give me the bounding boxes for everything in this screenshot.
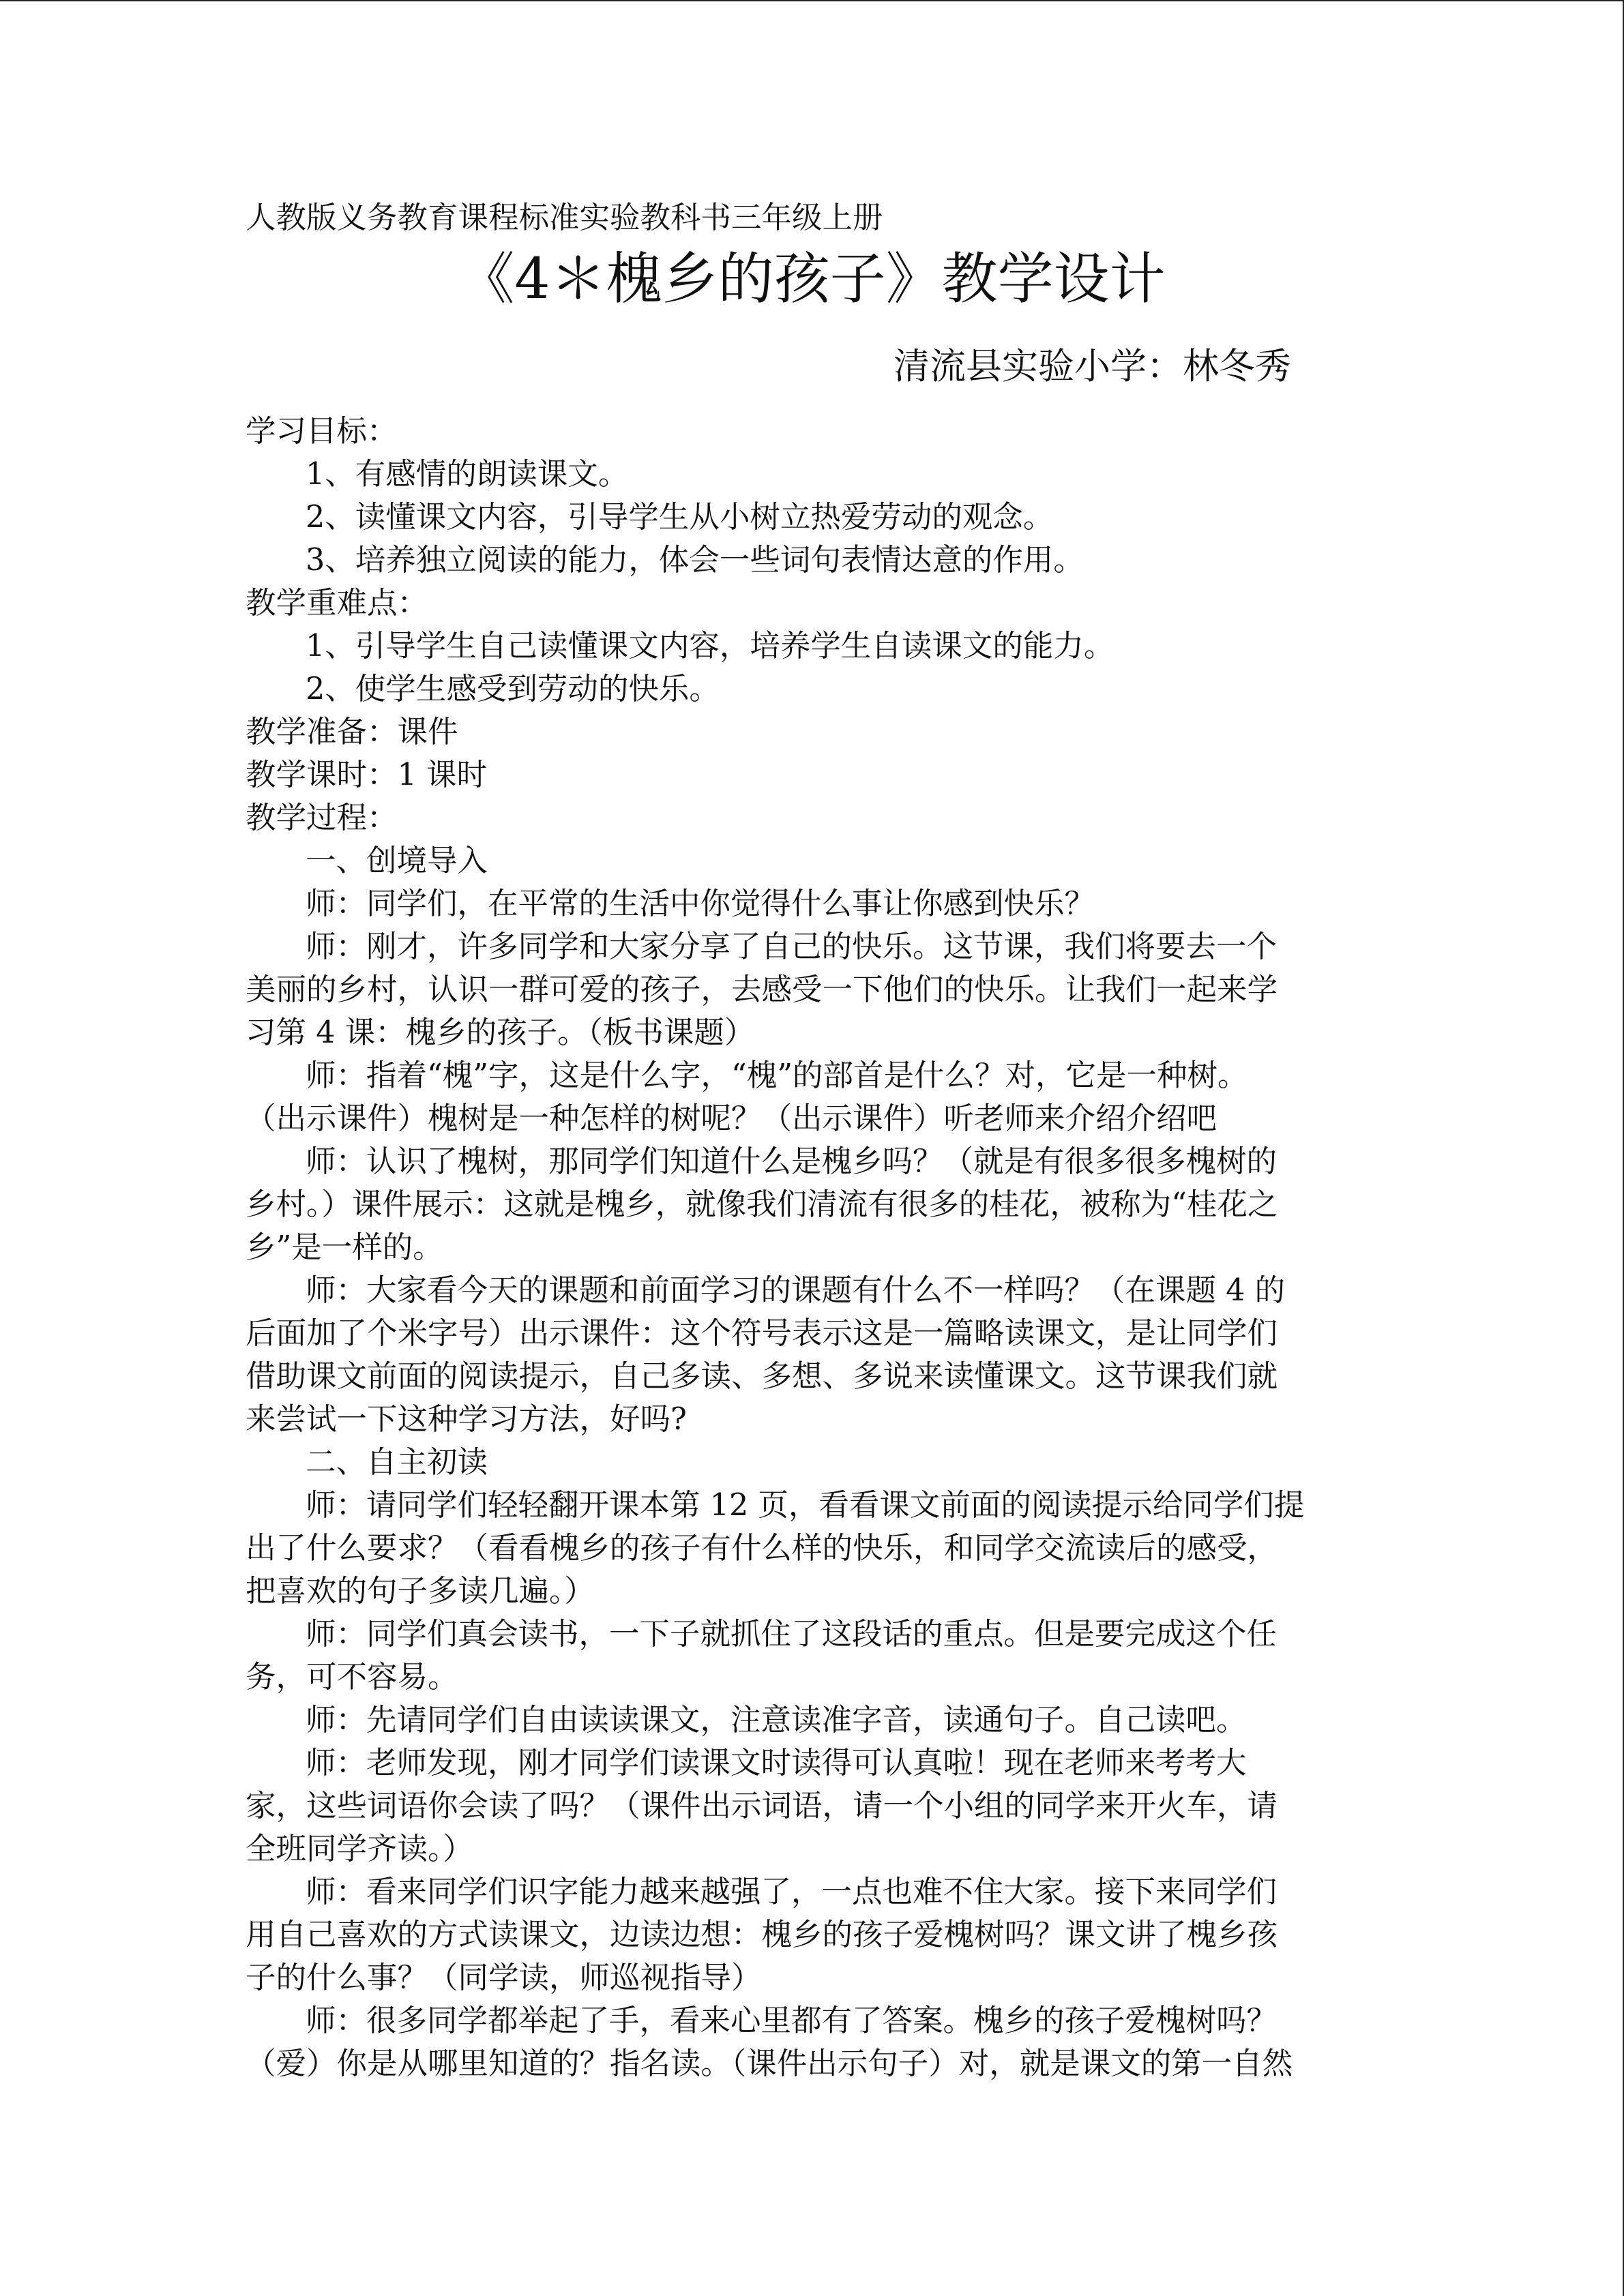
paragraph-line: 师：请同学们轻轻翻开课本第 12 页，看看课文前面的阅读提示给同学们提 [306, 1488, 1305, 1523]
paragraph-line: 师：大家看今天的课题和前面学习的课题有什么不一样吗？（在课题 4 的 [306, 1273, 1286, 1308]
goal-item: 3、培养独立阅读的能力，体会一些词句表情达意的作用。 [306, 543, 1084, 578]
paragraph-line: 出了什么要求？（看看槐乡的孩子有什么样的快乐，和同学交流读后的感受， [246, 1531, 1278, 1566]
key-point-item: 1、引导学生自己读懂课文内容，培养学生自读课文的能力。 [306, 629, 1114, 664]
paragraph-line: 乡村。）课件展示：这就是槐乡，就像我们清流有很多的桂花，被称为“桂花之 [246, 1187, 1278, 1222]
section-heading-key-points: 教学重难点： [246, 586, 428, 621]
paragraph-line: 师：认识了槐树，那同学们知道什么是槐乡吗？（就是有很多很多槐树的 [306, 1144, 1278, 1179]
paragraph-line: 师：看来同学们识字能力越来越强了，一点也难不住大家。接下来同学们 [306, 1875, 1278, 1909]
paragraph-line: 师：同学们，在平常的生活中你觉得什么事让你感到快乐？ [306, 886, 1095, 921]
goal-item: 1、有感情的朗读课文。 [306, 457, 629, 492]
paragraph-line: 子的什么事？（同学读，师巡视指导） [246, 1960, 762, 1995]
paragraph-line: 乡”是一样的。 [246, 1230, 443, 1265]
paragraph-line: 师：很多同学都举起了手，看来心里都有了答案。槐乡的孩子爱槐树吗？ [306, 2003, 1278, 2038]
author-line: 清流县实验小学：林冬秀 [894, 346, 1291, 387]
paragraph-line: 务，可不容易。 [246, 1660, 458, 1695]
paragraph-line: 借助课文前面的阅读提示，自己多读、多想、多说来读懂课文。这节课我们就 [246, 1359, 1278, 1394]
key-point-item: 2、使学生感受到劳动的快乐。 [306, 672, 720, 706]
paragraph-line: （爱）你是从哪里知道的？指名读。（课件出示句子）对，就是课文的第一自然 [246, 2046, 1293, 2081]
goal-item: 2、读懂课文内容，引导学生从小树立热爱劳动的观念。 [306, 500, 1054, 535]
paragraph-line: 习第 4 课：槐乡的孩子。（板书课题） [246, 1015, 755, 1050]
paragraph-line: 家，这些词语你会读了吗？（课件出示词语，请一个小组的同学来开火车，请 [246, 1789, 1278, 1823]
paragraph-line: 全班同学齐读。） [246, 1832, 473, 1866]
step-heading-intro: 一、创境导入 [306, 844, 488, 878]
paragraph-line: 把喜欢的句子多读几遍。） [246, 1574, 595, 1609]
section-heading-process: 教学过程： [246, 801, 398, 835]
paragraph-line: 用自己喜欢的方式读课文，边读边想：槐乡的孩子爱槐树吗？课文讲了槐乡孩 [246, 1918, 1278, 1952]
paragraph-line: 师：先请同学们自由读读课文，注意读准字音，读通句子。自己读吧。 [306, 1703, 1247, 1738]
paragraph-line: 师：刚才，许多同学和大家分享了自己的快乐。这节课，我们将要去一个 [306, 929, 1278, 964]
teaching-preparation: 教学准备：课件 [246, 715, 458, 749]
series-heading: 人教版义务教育课程标准实验教科书三年级上册 [246, 200, 883, 235]
document-title: 《4＊槐乡的孩子》教学设计 [458, 247, 1166, 312]
step-heading-self-reading: 二、自主初读 [306, 1445, 488, 1480]
paragraph-line: 师：老师发现，刚才同学们读课文时读得可认真啦！现在老师来考考大 [306, 1746, 1247, 1780]
paragraph-line: 后面加了个米字号）出示课件：这个符号表示这是一篇略读课文，是让同学们 [246, 1316, 1278, 1351]
teaching-hours: 教学课时：1 课时 [246, 758, 487, 792]
paragraph-line: 来尝试一下这种学习方法，好吗? [246, 1402, 687, 1437]
section-heading-goals: 学习目标： [246, 414, 398, 449]
paragraph-line: 师：同学们真会读书，一下子就抓住了这段话的重点。但是要完成这个任 [306, 1617, 1278, 1652]
paragraph-line: （出示课件）槐树是一种怎样的树呢？（出示课件）听老师来介绍介绍吧 [246, 1101, 1217, 1136]
paragraph-line: 美丽的乡村，认识一群可爱的孩子，去感受一下他们的快乐。让我们一起来学 [246, 972, 1278, 1007]
paragraph-line: 师：指着“槐”字，这是什么字，“槐”的部首是什么？对，它是一种树。 [306, 1058, 1248, 1093]
